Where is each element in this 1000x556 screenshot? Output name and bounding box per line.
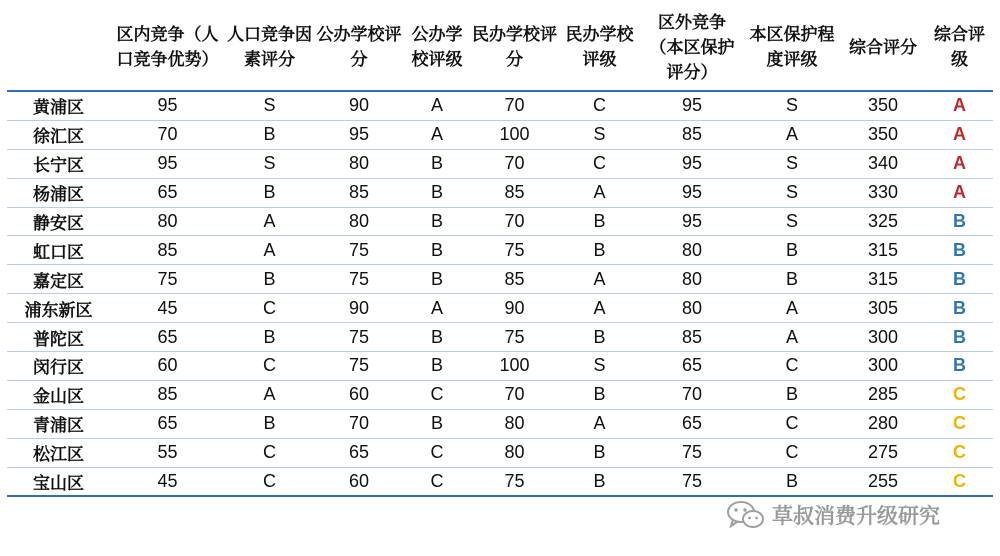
district-name: 普陀区: [33, 329, 84, 350]
table-row: [7, 380, 993, 409]
table-cell: 65: [681, 413, 703, 434]
table-cell: B: [593, 211, 606, 231]
table-cell: B: [593, 326, 606, 347]
table-cell: 285: [867, 384, 899, 405]
table-cell: 75: [504, 239, 525, 260]
table-cell: 90: [504, 297, 525, 318]
table-cell: 280: [867, 413, 899, 434]
table-row: [7, 438, 993, 467]
table-cell: 80: [348, 211, 370, 231]
table-cell: S: [785, 211, 798, 231]
table-cell: 255: [867, 471, 899, 492]
table-cell: 75: [157, 268, 178, 289]
wechat-icon: [726, 500, 764, 530]
table-cell: B: [430, 153, 443, 174]
overall-grade: C: [953, 471, 966, 492]
table-cell: 75: [504, 471, 525, 492]
column-header: 区外竞争（本区保护评分）: [649, 12, 735, 83]
table-row: [7, 323, 993, 352]
table-cell: S: [263, 95, 276, 116]
table-cell: B: [430, 239, 443, 260]
column-header: 民办学校评分: [472, 25, 557, 70]
district-name: 黄浦区: [33, 98, 84, 119]
table-cell: 75: [681, 442, 703, 463]
table-cell: 325: [867, 211, 899, 231]
table-cell: B: [785, 239, 798, 260]
table-cell: 80: [157, 211, 178, 231]
overall-grade: B: [953, 211, 966, 231]
table-row: [7, 409, 993, 438]
table-cell: 75: [348, 355, 370, 376]
overall-grade: A: [953, 153, 966, 174]
table-cell: 70: [504, 211, 525, 231]
table-cell: 315: [867, 239, 899, 260]
table-cell: B: [593, 442, 606, 463]
table-cell: 80: [504, 442, 525, 463]
table-cell: 95: [348, 124, 370, 145]
table-cell: B: [263, 182, 276, 203]
table-cell: B: [263, 413, 276, 434]
table-row: [7, 91, 993, 120]
table-cell: 55: [157, 442, 178, 463]
district-name: 金山区: [33, 387, 84, 408]
overall-grade: A: [953, 124, 966, 145]
table-cell: B: [430, 413, 443, 434]
table-cell: 95: [157, 153, 178, 174]
table-cell: B: [593, 239, 606, 260]
table-body: [7, 91, 993, 496]
table-cell: 275: [867, 442, 899, 463]
table-cell: A: [430, 297, 443, 318]
table-cell: 65: [157, 326, 178, 347]
table-cell: 75: [348, 268, 370, 289]
table-cell: A: [593, 268, 606, 289]
table-cell: 100: [499, 124, 530, 145]
table-cell: B: [593, 384, 606, 405]
table-cell: B: [430, 355, 443, 376]
table-cell: 60: [157, 355, 178, 376]
table-cell: 45: [157, 471, 178, 492]
table-cell: A: [785, 297, 798, 318]
table-cell: B: [785, 268, 798, 289]
table-cell: 80: [681, 239, 703, 260]
table-cell: S: [785, 153, 798, 174]
table-cell: 85: [504, 182, 525, 203]
district-name: 静安区: [33, 214, 84, 234]
district-name: 嘉定区: [33, 271, 84, 292]
watermark: [726, 500, 940, 530]
table-cell: 45: [157, 297, 178, 318]
table-cell: C: [785, 355, 799, 376]
table-cell: S: [263, 153, 276, 174]
table-cell: 75: [348, 239, 370, 260]
table-cell: B: [430, 326, 443, 347]
column-header: 区内竞争（人口竞争优势）: [116, 25, 219, 70]
table-cell: 80: [348, 153, 370, 174]
table-cell: 95: [157, 95, 178, 116]
table-cell: 95: [681, 182, 703, 203]
overall-grade: C: [953, 413, 966, 434]
table-cell: A: [593, 182, 606, 203]
table-row: [7, 120, 993, 149]
table-cell: 85: [348, 182, 370, 203]
table-cell: S: [593, 355, 606, 376]
table-cell: A: [263, 211, 276, 231]
column-header: 民办学校评级: [565, 25, 634, 70]
table-cell: A: [785, 124, 798, 145]
table-cell: 350: [867, 124, 899, 145]
table-cell: A: [430, 95, 443, 116]
table-cell: 70: [504, 95, 525, 116]
table-cell: B: [263, 326, 276, 347]
district-name: 徐汇区: [33, 127, 84, 148]
table-row: [7, 178, 993, 207]
overall-grade: A: [953, 182, 966, 203]
table-row: [7, 294, 993, 323]
table-cell: 100: [499, 355, 530, 376]
table-cell: C: [263, 442, 276, 463]
table-cell: C: [263, 471, 276, 492]
column-header: 人口竞争因素评分: [227, 25, 312, 70]
table-cell: 300: [867, 326, 899, 347]
table-cell: C: [430, 384, 444, 405]
overall-grade: A: [953, 95, 966, 116]
table-cell: 65: [348, 442, 370, 463]
table-cell: B: [263, 268, 276, 289]
table-cell: C: [430, 471, 444, 492]
table-cell: A: [430, 124, 443, 145]
overall-grade: B: [953, 297, 966, 318]
table-cell: C: [593, 153, 606, 174]
table-cell: 305: [867, 297, 899, 318]
district-name: 青浦区: [33, 416, 84, 437]
table-row: [7, 352, 993, 381]
table-row: [7, 467, 993, 496]
table-cell: 75: [504, 326, 525, 347]
table-row: [7, 149, 993, 178]
district-name: 闵行区: [33, 358, 84, 379]
column-header: 综合评级: [934, 25, 985, 70]
district-name: 虹口区: [33, 242, 84, 263]
district-rating-table: [7, 6, 993, 497]
overall-grade: B: [953, 355, 966, 376]
table-cell: 300: [867, 355, 899, 376]
table-cell: B: [785, 384, 798, 405]
table-cell: B: [593, 471, 606, 492]
district-name: 浦东新区: [24, 300, 93, 321]
column-header: 本区保护程度评级: [749, 25, 835, 70]
overall-grade: C: [953, 442, 966, 463]
table-cell: A: [785, 326, 798, 347]
overall-grade: C: [953, 384, 966, 405]
table-cell: 70: [157, 124, 178, 145]
column-header: 公办学校评分: [316, 25, 402, 70]
table-cell: 70: [504, 384, 525, 405]
table-row: [7, 265, 993, 294]
table-cell: 75: [348, 326, 370, 347]
table-cell: B: [430, 182, 443, 203]
watermark-text: 草叔消费升级研究: [772, 504, 940, 528]
table-cell: 85: [681, 326, 703, 347]
table-cell: B: [263, 124, 276, 145]
table-cell: 340: [867, 153, 899, 174]
header-corner: [7, 6, 110, 91]
table-cell: 95: [681, 211, 703, 231]
table-cell: 65: [157, 413, 178, 434]
table-cell: 90: [348, 95, 370, 116]
table-cell: 70: [681, 384, 703, 405]
overall-grade: B: [953, 239, 966, 260]
table-cell: 75: [681, 471, 703, 492]
column-header: 综合评分: [849, 37, 917, 58]
table-cell: 80: [681, 268, 703, 289]
table-cell: C: [593, 95, 606, 116]
table-cell: 65: [157, 182, 178, 203]
table-cell: 80: [681, 297, 703, 318]
table-cell: B: [430, 211, 443, 231]
table-cell: C: [263, 297, 276, 318]
table-row: [7, 207, 993, 236]
table-cell: C: [785, 413, 799, 434]
table-cell: C: [263, 355, 276, 376]
table-cell: 60: [348, 471, 370, 492]
table-cell: S: [593, 124, 606, 145]
table-cell: A: [593, 413, 606, 434]
table-cell: A: [263, 239, 276, 260]
table-cell: 95: [681, 153, 703, 174]
table-cell: 80: [504, 413, 525, 434]
table-cell: B: [785, 471, 798, 492]
table-cell: 70: [504, 153, 525, 174]
table-cell: 70: [348, 413, 370, 434]
table-cell: 60: [348, 384, 370, 405]
table-row: [7, 236, 993, 265]
overall-grade: B: [953, 268, 966, 289]
table-cell: 95: [681, 95, 703, 116]
overall-grade: B: [953, 326, 966, 347]
table-cell: 85: [157, 239, 178, 260]
table-cell: C: [430, 442, 444, 463]
column-header: 公办学校评级: [411, 25, 463, 70]
district-name: 宝山区: [33, 474, 84, 495]
table-cell: 330: [867, 182, 899, 203]
table-cell: 90: [348, 297, 370, 318]
table-cell: 85: [504, 268, 525, 289]
header-row: [7, 6, 993, 91]
table-cell: 65: [681, 355, 703, 376]
district-name: 长宁区: [33, 156, 84, 177]
table-cell: 350: [867, 95, 899, 116]
district-name: 杨浦区: [33, 185, 84, 206]
table-cell: S: [785, 95, 798, 116]
table-cell: A: [593, 297, 606, 318]
table-cell: S: [785, 182, 798, 203]
table-cell: 85: [157, 384, 178, 405]
table-cell: 315: [867, 268, 899, 289]
table-cell: A: [263, 384, 276, 405]
table-cell: B: [430, 268, 443, 289]
district-name: 松江区: [33, 445, 84, 466]
table-cell: C: [785, 442, 799, 463]
table-cell: 85: [681, 124, 703, 145]
